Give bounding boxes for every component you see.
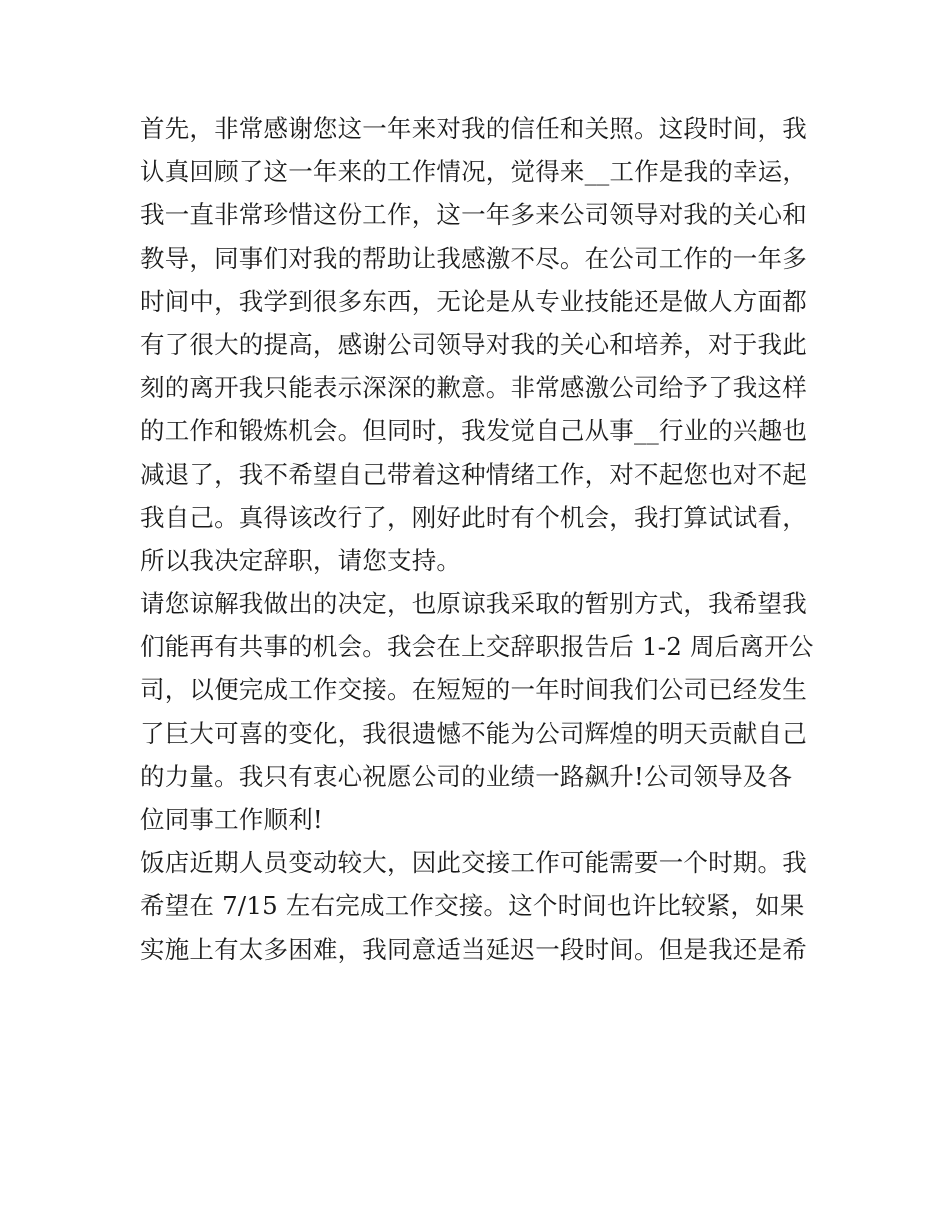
text-line: 我自己。真得该改行了，刚好此时有个机会，我打算试试看， bbox=[140, 502, 807, 532]
text-line: 请您谅解我做出的决定，也原谅我采取的暂别方式，我希望我 bbox=[140, 589, 807, 619]
text-line: 司，以便完成工作交接。在短短的一年时间我们公司已经发生 bbox=[140, 675, 807, 705]
text-line: 首先，非常感谢您这一年来对我的信任和关照。这段时间，我 bbox=[140, 114, 807, 143]
text-line: 刻的离开我只能表示深深的歉意。非常感激公司给予了我这样 bbox=[140, 373, 807, 403]
text-line: 教导，同事们对我的帮助让我感激不尽。在公司工作的一年多 bbox=[140, 243, 807, 273]
text-line: 位同事工作顺利! bbox=[140, 805, 323, 834]
text-line: 实施上有太多困难，我同意适当延迟一段时间。但是我还是希 bbox=[140, 934, 807, 964]
text-line: 了巨大可喜的变化，我很遗憾不能为公司辉煌的明天贡献自己 bbox=[140, 718, 807, 748]
text-line: 希望在 7/15 左右完成工作交接。这个时间也许比较紧，如果 bbox=[140, 891, 805, 921]
text-line: 的力量。我只有衷心祝愿公司的业绩一路飙升!公司领导及各 bbox=[140, 761, 793, 791]
text-line: 时间中，我学到很多东西，无论是从专业技能还是做人方面都 bbox=[140, 286, 807, 316]
text-line: 们能再有共事的机会。我会在上交辞职报告后 1-2 周后离开公 bbox=[140, 632, 814, 662]
text-line: 的工作和锻炼机会。但同时，我发觉自己从事__行业的兴趣也 bbox=[140, 416, 808, 446]
text-line: 有了很大的提高，感谢公司领导对我的关心和培养，对于我此 bbox=[140, 329, 807, 359]
text-line: 饭店近期人员变动较大，因此交接工作可能需要一个时期。我 bbox=[140, 848, 807, 878]
text-line: 减退了，我不希望自己带着这种情绪工作，对不起您也对不起 bbox=[140, 459, 807, 489]
text-line: 我一直非常珍惜这份工作，这一年多来公司领导对我的关心和 bbox=[140, 200, 807, 230]
text-line: 所以我决定辞职，请您支持。 bbox=[140, 545, 462, 575]
document-body bbox=[140, 107, 830, 971]
text-line: 认真回顾了这一年来的工作情况，觉得来__工作是我的幸运， bbox=[140, 157, 808, 187]
